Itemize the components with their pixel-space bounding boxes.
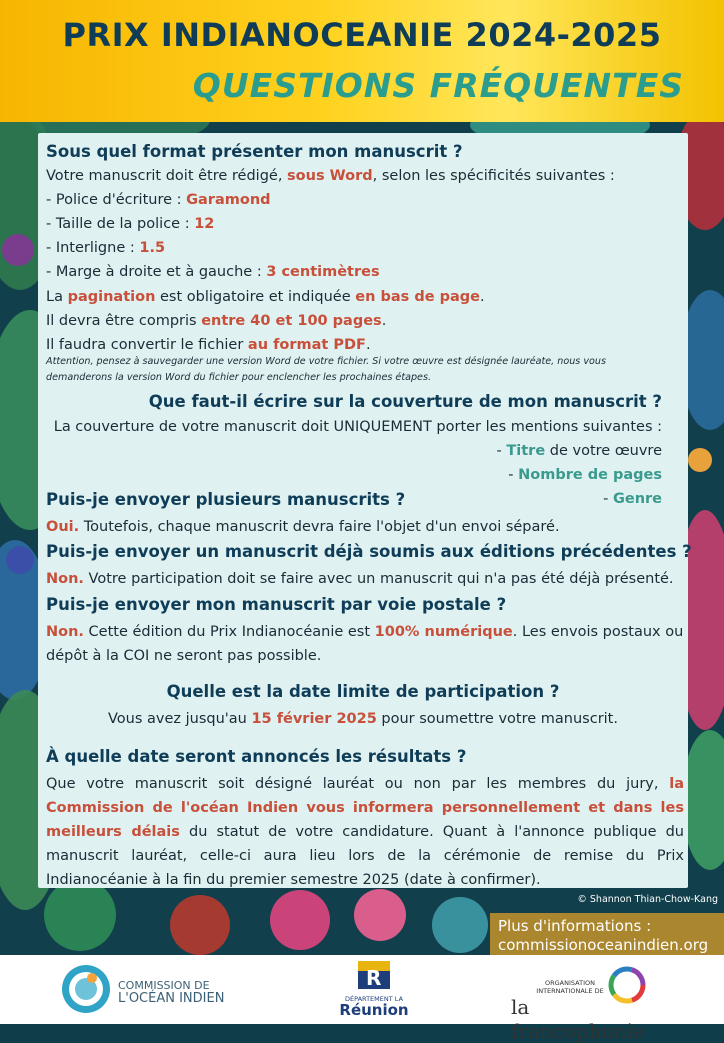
mention-genre: - Genre: [603, 491, 662, 507]
faq-answer-date-limite: Vous avez jusqu'au 15 février 2025 pour soumettre votre manuscrit.: [108, 711, 618, 727]
spec-pdf: Il faudra convertir le fichier au format PDF.: [46, 337, 371, 353]
faq-answer-format-intro: Votre manuscrit doit être rédigé, sous Word, selon les spécificités suivantes :: [46, 168, 615, 184]
faq-question-couverture: Que faut-il écrire sur la couverture de mon manuscrit ?: [148, 392, 662, 411]
page-subtitle: QUESTIONS FRÉQUENTES: [192, 66, 684, 105]
mention-titre: - Titre de votre œuvre: [496, 443, 662, 459]
spec-pages: Il devra être compris entre 40 et 100 pages.: [46, 313, 387, 329]
reunion-line-3: Réunion: [339, 1001, 409, 1019]
faq-answer-postale-line2: dépôt à la COI ne seront pas possible.: [46, 648, 322, 664]
faq-answer-plusieurs: Oui. Toutefois, chaque manuscrit devra faire l'objet d'un envoi séparé.: [46, 519, 560, 535]
oif-line-3: la francophonie: [511, 995, 645, 1043]
info-label: Plus d'informations :: [498, 917, 652, 935]
footer-logos: [0, 955, 724, 1043]
faq-question-postale: Puis-je envoyer mon manuscrit par voie postale ?: [46, 595, 507, 614]
coi-logo: [60, 963, 230, 1015]
faq-question-deja-soumis: Puis-je envoyer un manuscrit déjà soumis aux éditions précédentes ?: [46, 542, 692, 561]
faq-answer-deja-soumis: Non. Votre participation doit se faire avec un manuscrit qui n'a pas été déjà présenté.: [46, 571, 674, 587]
photo-credit: © Shannon Thian-Chow-Kang: [577, 894, 718, 905]
faq-question-format: Sous quel format présenter mon manuscrit ?: [46, 142, 463, 161]
spec-pagination: La pagination est obligatoire et indiquée en bas de page.: [46, 289, 485, 305]
faq-question-resultats: À quelle date seront annoncés les résultats ?: [46, 747, 467, 766]
coi-emblem-icon: [60, 963, 112, 1015]
faq-question-date-limite: Quelle est la date limite de participation ?: [166, 682, 560, 701]
spec-taille: - Taille de la police : 12: [46, 216, 215, 232]
reunion-line-1: DÉPARTEMENT: [344, 995, 393, 1003]
note-line-2: demanderons la version Word du fichier pour enclencher les prochaines étapes.: [46, 372, 432, 383]
coi-line-2: L'OCÉAN INDIEN: [118, 991, 225, 1006]
info-website-link[interactable]: commissionoceanindien.org: [498, 936, 709, 954]
page-title: PRIX INDIANOCEANIE 2024-2025: [62, 16, 662, 54]
reunion-r-icon: [358, 961, 390, 989]
note-line-1: Attention, pensez à sauvegarder une version Word de votre fichier. Si votre œuvre est désignée lauréate, nous vous: [46, 356, 606, 367]
spec-interligne: - Interligne : 1.5: [46, 240, 166, 256]
faq-answer-postale: Non. Cette édition du Prix Indianocéanie est 100% numérique. Les envois postaux ou: [46, 624, 684, 640]
info-box: [490, 913, 724, 957]
faq-answer-couverture: La couverture de votre manuscrit doit UNIQUEMENT porter les mentions suivantes :: [53, 419, 662, 435]
oif-line-2: INTERNATIONALE DE: [536, 987, 604, 995]
reunion-letter: R: [366, 966, 382, 989]
reunion-logo: [338, 961, 410, 1023]
mention-nombre-pages: - Nombre de pages: [508, 467, 662, 483]
coi-line-1: COMMISSION DE: [118, 979, 210, 992]
spec-police: - Police d'écriture : Garamond: [46, 192, 271, 208]
faq-answer-resultats: Que votre manuscrit soit désigné lauréat ou non par les membres du jury, la Commission de l'océan Indien vous informera personnellement et dans les meilleurs délais du statut de votre candidature. Quant à l'annonce publique du manuscrit lauréat, celle-ci aura lieu lors de la cérémonie de remise du Prix Indianocéanie à la fin du premier semestre 2025 (date à confirmer).: [46, 776, 684, 888]
header-banner: [0, 0, 724, 122]
reunion-line-2: LA: [394, 995, 404, 1003]
faq-question-plusieurs: Puis-je envoyer plusieurs manuscrits ?: [46, 490, 406, 509]
oif-line-1: ORGANISATION: [545, 979, 595, 987]
francophonie-logo: [505, 963, 655, 1043]
spec-marge: - Marge à droite et à gauche : 3 centimètres: [46, 264, 380, 280]
